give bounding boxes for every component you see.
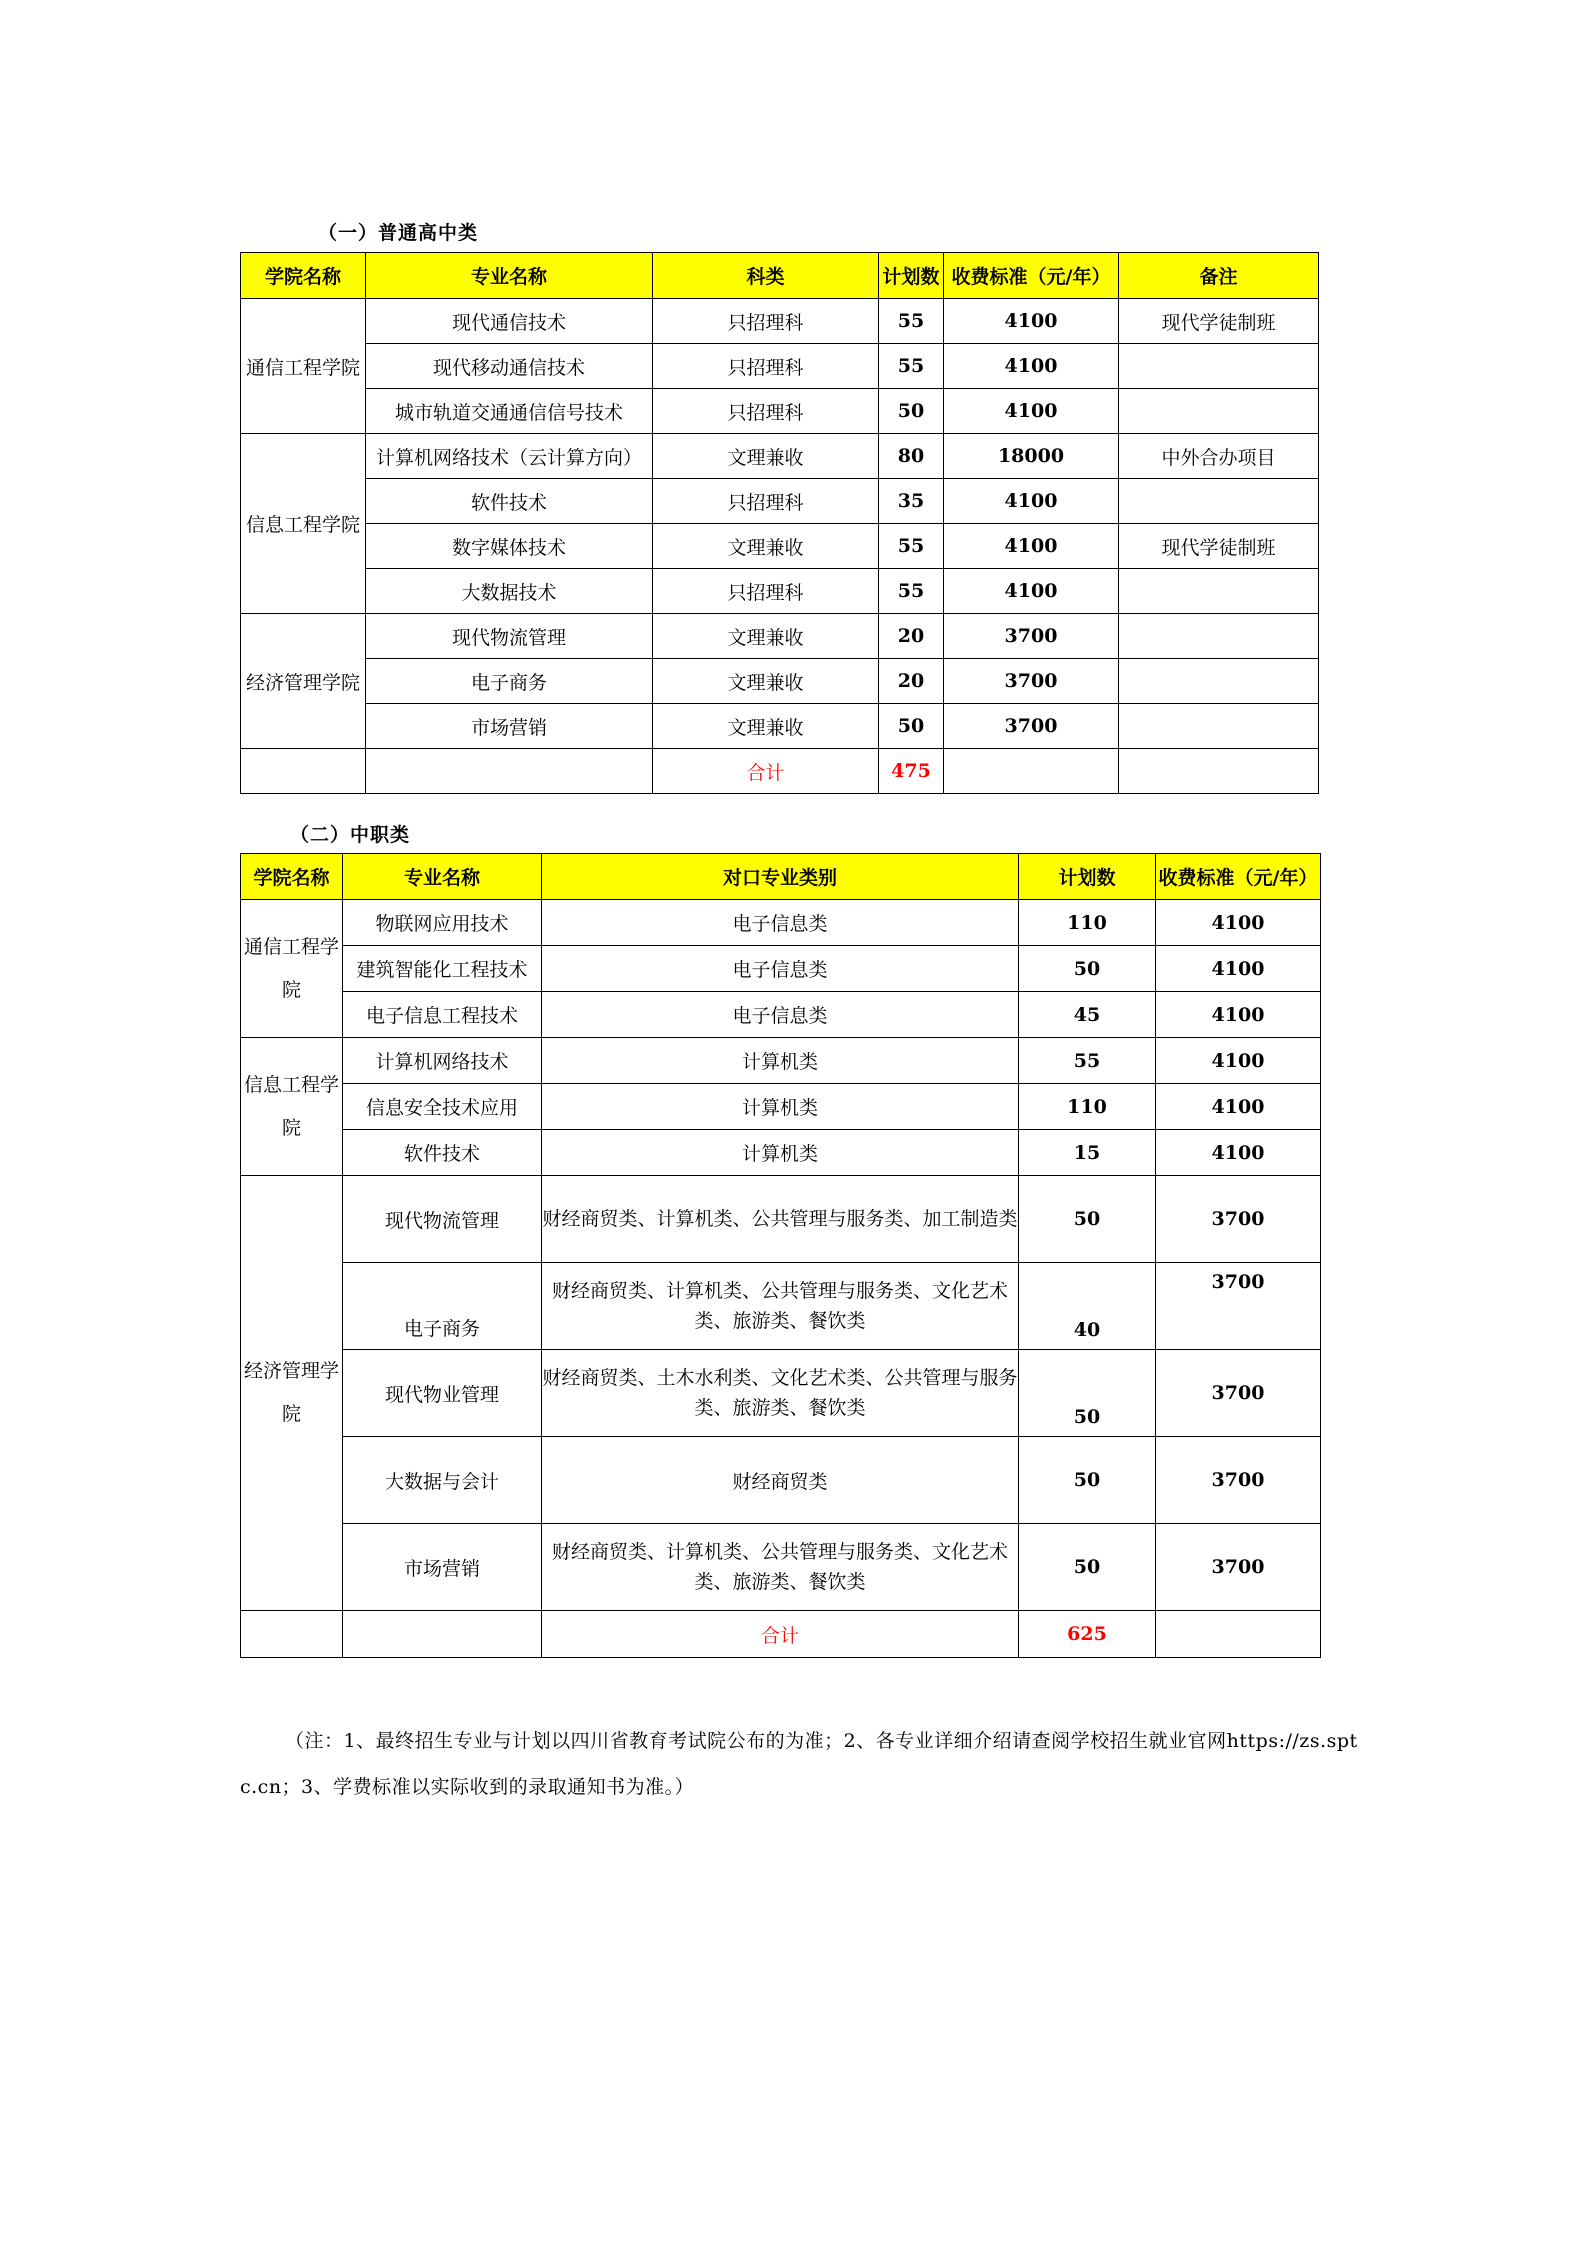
section1-table bbox=[240, 252, 1319, 794]
total-value: 625 bbox=[1019, 1611, 1156, 1658]
category-cell: 只招理科 bbox=[653, 569, 879, 614]
category-cell: 文理兼收 bbox=[653, 434, 879, 479]
category-cell: 只招理科 bbox=[653, 389, 879, 434]
table-row bbox=[241, 1263, 1321, 1350]
header-plan: 计划数 bbox=[879, 253, 944, 299]
total-value: 475 bbox=[879, 749, 944, 794]
college-cell: 信息工程学院 bbox=[241, 1038, 343, 1176]
major-cell: 数字媒体技术 bbox=[366, 524, 653, 569]
header-major: 专业名称 bbox=[366, 253, 653, 299]
table-row bbox=[241, 992, 1321, 1038]
category-cell: 文理兼收 bbox=[653, 704, 879, 749]
note-cell bbox=[1119, 614, 1319, 659]
section1-title: （一）普通高中类 bbox=[318, 222, 479, 244]
plan-cell: 80 bbox=[879, 434, 944, 479]
plan-cell: 110 bbox=[1019, 1084, 1156, 1130]
table-row bbox=[241, 479, 1319, 524]
category-cell: 文理兼收 bbox=[653, 659, 879, 704]
major-cell: 大数据与会计 bbox=[343, 1437, 542, 1524]
major-cell: 现代物流管理 bbox=[343, 1176, 542, 1263]
fee-cell: 4100 bbox=[944, 299, 1119, 344]
plan-cell: 40 bbox=[1019, 1263, 1156, 1350]
section2-table bbox=[240, 853, 1321, 1658]
major-cell: 现代通信技术 bbox=[366, 299, 653, 344]
major-cell: 现代物流管理 bbox=[366, 614, 653, 659]
fee-cell: 4100 bbox=[944, 479, 1119, 524]
fee-cell: 3700 bbox=[1156, 1524, 1321, 1611]
college-cell: 信息工程学院 bbox=[241, 434, 366, 614]
header-note: 备注 bbox=[1119, 253, 1319, 299]
table-row bbox=[241, 1176, 1321, 1263]
major-cell: 信息安全技术应用 bbox=[343, 1084, 542, 1130]
fee-cell: 4100 bbox=[1156, 1130, 1321, 1176]
note-cell: 现代学徒制班 bbox=[1119, 524, 1319, 569]
table-row bbox=[241, 704, 1319, 749]
table-row bbox=[241, 1437, 1321, 1524]
table-row bbox=[241, 1524, 1321, 1611]
plan-cell: 55 bbox=[879, 569, 944, 614]
note-cell bbox=[1119, 344, 1319, 389]
plan-cell: 50 bbox=[1019, 1437, 1156, 1524]
note-cell bbox=[1119, 659, 1319, 704]
note-cell bbox=[1119, 704, 1319, 749]
plan-cell: 50 bbox=[879, 704, 944, 749]
header-college: 学院名称 bbox=[241, 854, 343, 900]
table-row bbox=[241, 524, 1319, 569]
category-cell: 只招理科 bbox=[653, 299, 879, 344]
major-cell: 大数据技术 bbox=[366, 569, 653, 614]
category-cell: 文理兼收 bbox=[653, 614, 879, 659]
note-cell bbox=[1119, 569, 1319, 614]
empty-cell bbox=[1119, 749, 1319, 794]
footnote: （注：1、最终招生专业与计划以四川省教育考试院公布的为准；2、各专业详细介绍请查阅学校招生就业官网https://zs.sptc.cn；3、学费标准以实际收到的录取通知书为准。） bbox=[240, 1730, 1358, 1798]
major-cell: 建筑智能化工程技术 bbox=[343, 946, 542, 992]
total-label: 合计 bbox=[542, 1611, 1019, 1658]
category-cell: 财经商贸类、计算机类、公共管理与服务类、加工制造类 bbox=[542, 1176, 1019, 1263]
major-cell: 电子商务 bbox=[366, 659, 653, 704]
plan-cell: 55 bbox=[1019, 1038, 1156, 1084]
total-label: 合计 bbox=[653, 749, 879, 794]
plan-cell: 110 bbox=[1019, 900, 1156, 946]
plan-cell: 50 bbox=[1019, 1350, 1156, 1437]
plan-cell: 15 bbox=[1019, 1130, 1156, 1176]
fee-cell: 3700 bbox=[944, 704, 1119, 749]
major-cell: 市场营销 bbox=[343, 1524, 542, 1611]
fee-cell: 4100 bbox=[1156, 946, 1321, 992]
college-cell: 经济管理学院 bbox=[241, 1176, 343, 1611]
plan-cell: 55 bbox=[879, 344, 944, 389]
plan-cell: 20 bbox=[879, 659, 944, 704]
category-cell: 财经商贸类、土木水利类、文化艺术类、公共管理与服务类、旅游类、餐饮类 bbox=[542, 1350, 1019, 1437]
major-cell: 计算机网络技术 bbox=[343, 1038, 542, 1084]
plan-cell: 20 bbox=[879, 614, 944, 659]
table-row bbox=[241, 900, 1321, 946]
major-cell: 城市轨道交通通信信号技术 bbox=[366, 389, 653, 434]
table-row bbox=[241, 1130, 1321, 1176]
fee-cell: 4100 bbox=[1156, 900, 1321, 946]
empty-cell bbox=[366, 749, 653, 794]
table-row bbox=[241, 299, 1319, 344]
table-row bbox=[241, 946, 1321, 992]
major-cell: 电子商务 bbox=[343, 1263, 542, 1350]
note-cell bbox=[1119, 389, 1319, 434]
fee-cell: 3700 bbox=[944, 659, 1119, 704]
category-cell: 财经商贸类、计算机类、公共管理与服务类、文化艺术类、旅游类、餐饮类 bbox=[542, 1263, 1019, 1350]
table-row bbox=[241, 1038, 1321, 1084]
header-college: 学院名称 bbox=[241, 253, 366, 299]
fee-cell: 4100 bbox=[1156, 992, 1321, 1038]
category-cell: 计算机类 bbox=[542, 1038, 1019, 1084]
table-row bbox=[241, 389, 1319, 434]
empty-cell bbox=[944, 749, 1119, 794]
fee-cell: 4100 bbox=[944, 569, 1119, 614]
category-cell: 财经商贸类、计算机类、公共管理与服务类、文化艺术类、旅游类、餐饮类 bbox=[542, 1524, 1019, 1611]
table-row bbox=[241, 659, 1319, 704]
fee-cell: 3700 bbox=[1156, 1437, 1321, 1524]
plan-cell: 55 bbox=[879, 524, 944, 569]
table-row bbox=[241, 1084, 1321, 1130]
category-cell: 只招理科 bbox=[653, 479, 879, 524]
plan-cell: 50 bbox=[1019, 1524, 1156, 1611]
category-cell: 电子信息类 bbox=[542, 992, 1019, 1038]
header-fee: 收费标准（元/年） bbox=[944, 253, 1119, 299]
fee-cell: 4100 bbox=[944, 389, 1119, 434]
note-cell: 中外合办项目 bbox=[1119, 434, 1319, 479]
category-cell: 计算机类 bbox=[542, 1084, 1019, 1130]
fee-cell: 4100 bbox=[1156, 1038, 1321, 1084]
category-cell: 文理兼收 bbox=[653, 524, 879, 569]
plan-cell: 35 bbox=[879, 479, 944, 524]
major-cell: 软件技术 bbox=[366, 479, 653, 524]
header-major: 专业名称 bbox=[343, 854, 542, 900]
note-cell: 现代学徒制班 bbox=[1119, 299, 1319, 344]
header-plan: 计划数 bbox=[1019, 854, 1156, 900]
table-row bbox=[241, 1350, 1321, 1437]
fee-cell: 4100 bbox=[1156, 1084, 1321, 1130]
total-row bbox=[241, 749, 1319, 794]
fee-cell: 18000 bbox=[944, 434, 1119, 479]
college-cell: 经济管理学院 bbox=[241, 614, 366, 749]
header-fee: 收费标准（元/年） bbox=[1156, 854, 1321, 900]
category-cell: 财经商贸类 bbox=[542, 1437, 1019, 1524]
major-cell: 电子信息工程技术 bbox=[343, 992, 542, 1038]
total-row bbox=[241, 1611, 1321, 1658]
table-row bbox=[241, 434, 1319, 479]
table-row bbox=[241, 344, 1319, 389]
table-row bbox=[241, 614, 1319, 659]
plan-cell: 55 bbox=[879, 299, 944, 344]
college-cell: 通信工程学院 bbox=[241, 900, 343, 1038]
plan-cell: 50 bbox=[1019, 1176, 1156, 1263]
plan-cell: 50 bbox=[1019, 946, 1156, 992]
major-cell: 计算机网络技术（云计算方向） bbox=[366, 434, 653, 479]
header-category: 科类 bbox=[653, 253, 879, 299]
category-cell: 电子信息类 bbox=[542, 900, 1019, 946]
fee-cell: 3700 bbox=[1156, 1176, 1321, 1263]
fee-cell: 3700 bbox=[1156, 1263, 1321, 1350]
empty-cell bbox=[343, 1611, 542, 1658]
table-header-row bbox=[241, 253, 1319, 299]
category-cell: 计算机类 bbox=[542, 1130, 1019, 1176]
fee-cell: 3700 bbox=[1156, 1350, 1321, 1437]
table-header-row bbox=[241, 854, 1321, 900]
plan-cell: 50 bbox=[879, 389, 944, 434]
fee-cell: 3700 bbox=[944, 614, 1119, 659]
empty-cell bbox=[241, 749, 366, 794]
table-row bbox=[241, 569, 1319, 614]
major-cell: 软件技术 bbox=[343, 1130, 542, 1176]
category-cell: 只招理科 bbox=[653, 344, 879, 389]
major-cell: 物联网应用技术 bbox=[343, 900, 542, 946]
major-cell: 现代物业管理 bbox=[343, 1350, 542, 1437]
empty-cell bbox=[241, 1611, 343, 1658]
empty-cell bbox=[1156, 1611, 1321, 1658]
major-cell: 现代移动通信技术 bbox=[366, 344, 653, 389]
header-matching-category: 对口专业类别 bbox=[542, 854, 1019, 900]
fee-cell: 4100 bbox=[944, 344, 1119, 389]
category-cell: 电子信息类 bbox=[542, 946, 1019, 992]
fee-cell: 4100 bbox=[944, 524, 1119, 569]
college-cell: 通信工程学院 bbox=[241, 299, 366, 434]
section2-title: （二）中职类 bbox=[290, 824, 411, 846]
major-cell: 市场营销 bbox=[366, 704, 653, 749]
plan-cell: 45 bbox=[1019, 992, 1156, 1038]
note-cell bbox=[1119, 479, 1319, 524]
